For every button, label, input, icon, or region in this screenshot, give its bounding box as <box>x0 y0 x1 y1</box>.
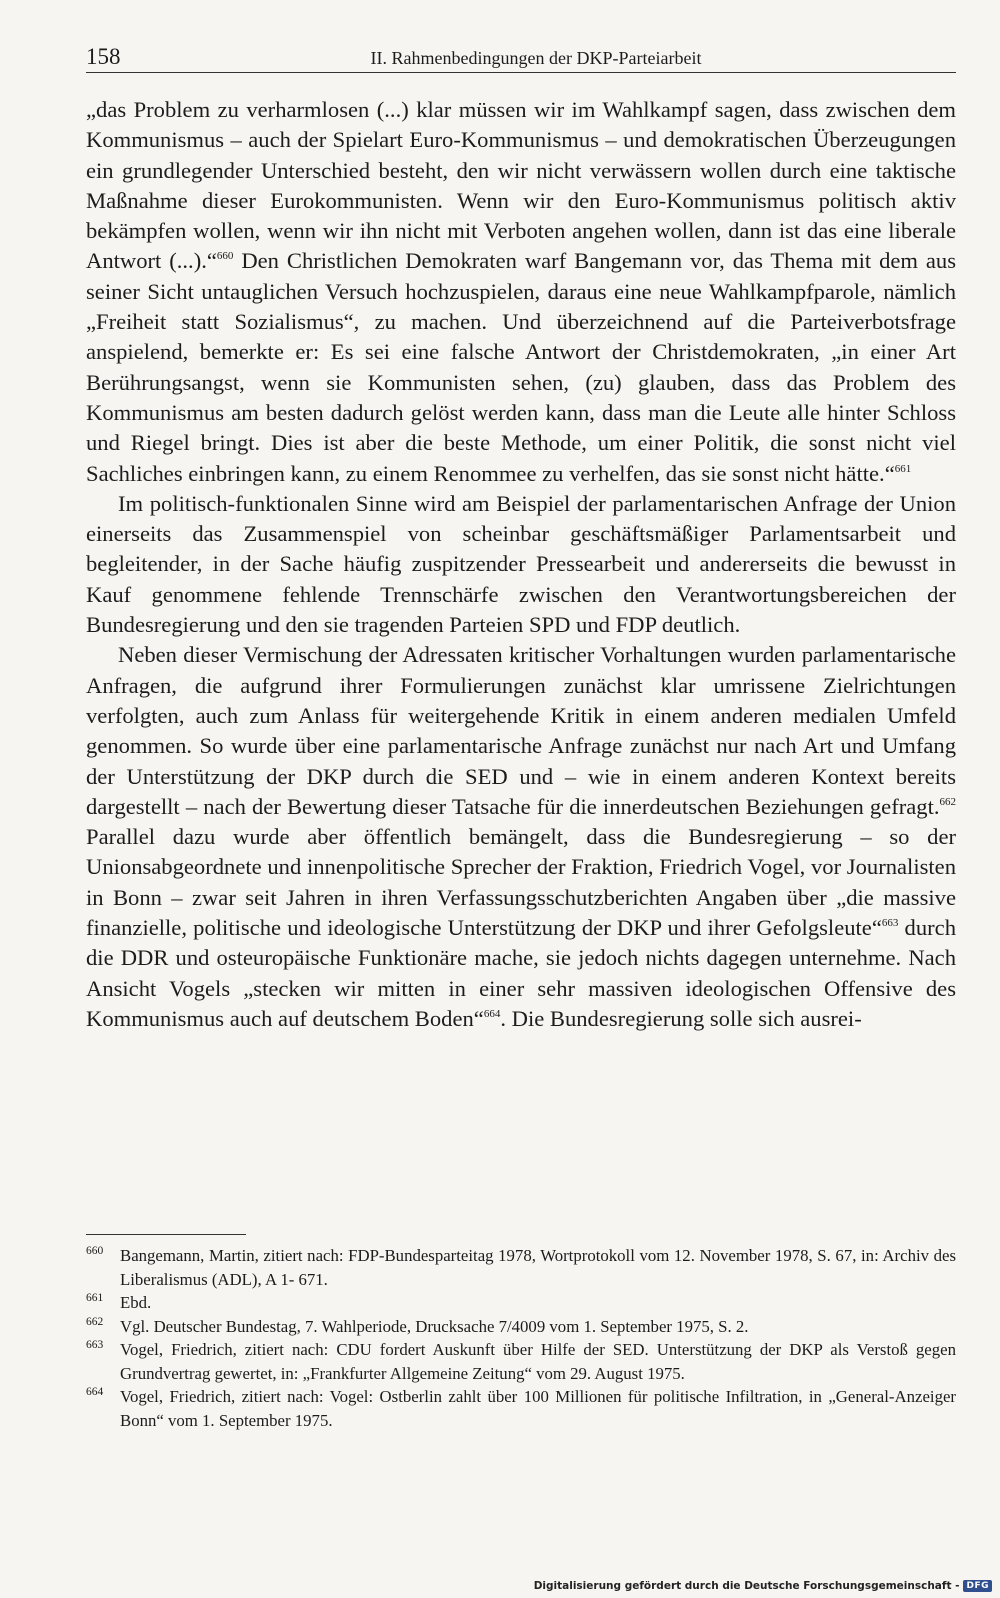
paragraph-3-text-b: Parallel dazu wurde aber öffentlich bemängelt, dass die Bundesregierung – so der Unionsabgeordnete und innenpolitische Sprecher der Fraktion, Friedrich Vogel, vor Journalisten in Bonn – zwar seit Jahren in ihren Verfassungsschutzberichten Angaben über „die massive finanzielle, politische und ideologische Unterstützung der DKP und ihrer Gefolgsleute“ <box>86 824 956 941</box>
footnote-664 <box>86 1385 956 1432</box>
footnote-number: 663 <box>86 1339 104 1351</box>
page-number: 158 <box>86 44 121 69</box>
paragraph-1-text-b: Den Christlichen Demokraten warf Bangemann vor, das Thema mit dem aus seiner Sicht untauglichen Versuch hochzuspielen, daraus eine neue Wahlkampfparole, nämlich „Freiheit statt Sozialismus“, zu machen. Und überzeichnend auf die Parteiverbotsfrage anspielend, bemerkte er: Es sei eine falsche Antwort der Christdemokraten, „in einer Art Berührungsangst, wenn sie Kommunisten sehen, (zu) glauben, dass das Problem des Kommunismus am besten dadurch gelöst werden kann, dass man die Leute alle hinter Schloss und Riegel bringt. Dies ist aber die beste Methode, um einer Politik, die sonst nicht viel Sachliches einbringen kann, zu einem Renommee zu verhelfen, das sie sonst nicht hätte.“ <box>86 248 957 486</box>
paragraph-1 <box>86 95 956 489</box>
running-head: II. Rahmenbedingungen der DKP-Parteiarbeit <box>370 48 702 68</box>
footnotes <box>86 1244 956 1432</box>
footnote-number: 662 <box>86 1315 104 1328</box>
credit-text: Digitalisierung gefördert durch die Deutsche Forschungsgemeinschaft - <box>533 1580 960 1592</box>
footnote-663 <box>86 1338 956 1385</box>
body-text <box>86 95 956 1034</box>
footnote-text: Bangemann, Martin, zitiert nach: FDP-Bundesparteitag 1978, Wortprotokoll vom 12. November 1978, S. 67, in: Archiv des Liberalismus (ADL), A 1- 671. <box>120 1246 956 1289</box>
footnote-number: 664 <box>86 1386 104 1398</box>
dfg-logo-icon: DFG <box>963 1580 992 1592</box>
paragraph-3-text-a: Neben dieser Vermischung der Adressaten kritischer Vorhaltungen wurden parlamentarische Anfragen, die aufgrund ihrer Formulierungen zunächst klar umrissene Zielrichtungen verfolgten, auch zum Anlass für weitergehende Kritik in einem anderen medialen Umfeld genommen. So wurde über eine parlamentarische Anfrage zunächst nur nach Art und Umfang der Unterstützung der DKP durch die SED und – wie in einem anderen Kontext bereits dargestellt – nach der Bewertung dieser Tatsache für die innerdeutschen Beziehungen gefragt. <box>86 642 956 819</box>
paragraph-2: Im politisch-funktionalen Sinne wird am Beispiel der parlamentarischen Anfrage der Union einerseits das Zusammenspiel von scheinbar geschäftsmäßiger Parlamentsarbeit und begleitender, in der Sache häufig zuspitzender Pressearbeit und andererseits die bewusst in Kauf genommene fehlende Trennschärfe zwischen den Verantwortungsbereichen der Bundesregierung und den sie tragenden Parteien SPD und FDP deutlich. <box>86 490 956 638</box>
page-header <box>86 44 956 73</box>
footnote-ref-663: 663 <box>881 917 899 930</box>
footnote-ref-664: 664 <box>483 1007 501 1020</box>
footnote-662 <box>86 1315 956 1339</box>
footnote-text: Vogel, Friedrich, zitiert nach: Vogel: Ostberlin zahlt über 100 Millionen für politische Infiltration, in „General-Anzeiger Bonn“ vom 1. September 1975. <box>120 1387 956 1430</box>
footnote-text: Vgl. Deutscher Bundestag, 7. Wahlperiode, Drucksache 7/4009 vom 1. September 1975, S. 2. <box>120 1316 749 1336</box>
paragraph-3-text-d: . Die Bundesregierung solle sich ausrei- <box>500 1005 862 1031</box>
footnote-661 <box>86 1291 956 1315</box>
footnote-ref-660: 660 <box>216 250 234 263</box>
paragraph-3-text-c: durch die DDR und osteuropäische Funktionäre mache, sie jedoch nichts dagegen unternehme. Nach Ansicht Vogels „stecken wir mitten in einer sehr massiven ideologischen Offensive des Kommunismus auch auf deutschem Boden“ <box>86 915 956 1031</box>
footnote-ref-662: 662 <box>939 795 956 808</box>
footnote-number: 660 <box>86 1245 104 1257</box>
footnote-text: Ebd. <box>120 1293 152 1312</box>
paragraph-1-text-a: „das Problem zu verharmlosen (...) klar müssen wir im Wahlkampf sagen, dass zwischen dem Kommunismus – auch der Spielart Euro-Kommunismus – und demokratischen Überzeugungen ein grundlegender Unterschied besteht, den wir nicht verwässern wollen durch eine taktische Maßnahme dieser Eurokommunisten. Wenn wir den Euro-Kommunismus politisch aktiv bekämpfen wollen, wenn wir ihn nicht mit Verboten angehen wollen, dann ist das eine liberale Antwort (...).“ <box>86 97 956 274</box>
footnote-text: Vogel, Friedrich, zitiert nach: CDU fordert Auskunft über Hilfe der SED. Unterstützung der DKP als Verstoß gegen Grundvertrag gewertet, in: „Frankfurter Allgemeine Zeitung“ vom 29. August 1975. <box>120 1340 956 1383</box>
paragraph-3 <box>86 640 956 1034</box>
digitization-credit <box>534 1580 992 1592</box>
footnote-660 <box>86 1244 956 1291</box>
footnote-ref-661: 661 <box>894 462 912 475</box>
footnote-divider <box>86 1234 246 1235</box>
footnote-number: 661 <box>86 1292 104 1304</box>
